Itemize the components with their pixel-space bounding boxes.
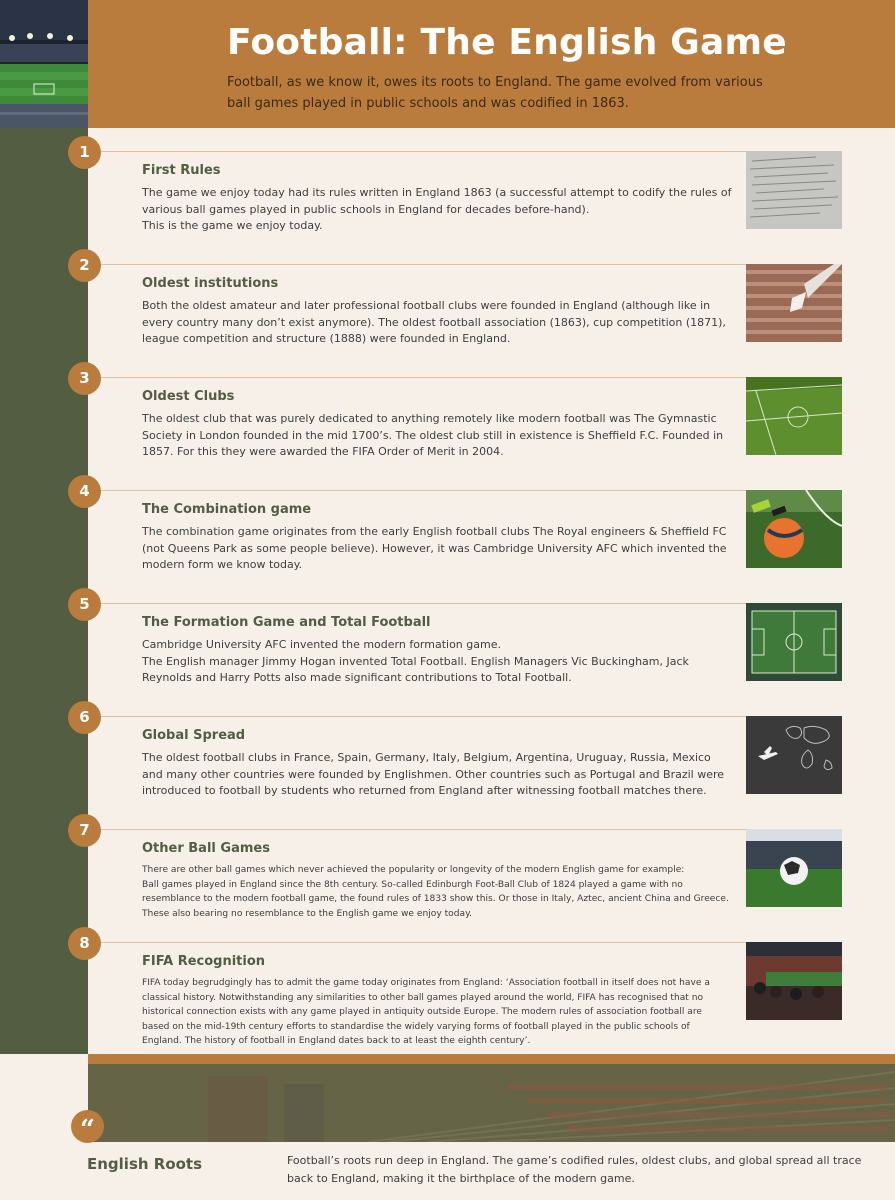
list-item [0, 128, 895, 241]
header-banner [0, 0, 895, 128]
step-number-badge: 5 [68, 588, 101, 621]
item-body: Both the oldest amateur and later professional football clubs were founded in England (although like in every country many don’t exist anymore). The oldest football association (1863), cup competition (1871), league competition and structure (1888) were founded in England. [142, 299, 726, 345]
page-title: Football: The English Game [227, 22, 787, 63]
list-item [0, 693, 895, 806]
step-number-badge: 7 [68, 814, 101, 847]
stadium-seats-photo [746, 264, 842, 342]
ball-in-stadium-photo [746, 829, 842, 907]
divider [86, 264, 746, 265]
item-heading: The Combination game [142, 502, 312, 517]
footer-text: Football’s roots run deep in England. The game’s codified rules, oldest clubs, and global spread all trace back to England, making it the birthplace of the modern game. [287, 1154, 862, 1185]
item-body: The oldest club that was purely dedicated to anything remotely like modern football was The Gymnastic Society in London founded in the mid 1700’s. The oldest club still in existence is Sheffield F.C. Founded in 1857. For this they were awarded the FIFA Order of Merit in 2004. [142, 412, 724, 458]
stadium-photo [0, 0, 88, 128]
aerial-pitch-photo [746, 603, 842, 681]
footer-heading: English Roots [87, 1155, 203, 1173]
list-item [0, 919, 895, 1046]
divider [86, 377, 746, 378]
divider [86, 151, 746, 152]
accent-bar [88, 1054, 895, 1064]
item-heading: Other Ball Games [142, 841, 270, 856]
divider [86, 490, 746, 491]
divider [86, 716, 746, 717]
step-number-badge: 1 [68, 136, 101, 169]
item-heading: Oldest Clubs [142, 389, 235, 404]
item-body: The combination game originates from the early English football clubs The Royal engineers & Sheffield FC (not Queens Park as some people believe). However, it was Cambridge University AFC which invented the modern form we know today. [142, 525, 727, 571]
football-on-grass-photo [746, 490, 842, 568]
football-pitch-photo [746, 377, 842, 455]
item-heading: Oldest institutions [142, 276, 279, 291]
item-body: The oldest football clubs in France, Spain, Germany, Italy, Belgium, Argentina, Uruguay, Russia, Mexico and many other countries were founded by Englishmen. Other countries such as Portugal and Brazil were introduced to football by students who returned from England after witnessing football matches there. [142, 751, 725, 797]
step-number-badge: 6 [68, 701, 101, 734]
item-heading: The Formation Game and Total Football [142, 615, 431, 630]
item-heading: First Rules [142, 163, 221, 178]
list-item [0, 467, 895, 580]
handwritten-document-photo [746, 151, 842, 229]
divider [86, 942, 746, 943]
item-heading: Global Spread [142, 728, 246, 743]
crowd-photo [746, 942, 842, 1020]
world-map-chalkboard-photo [746, 716, 842, 794]
divider [86, 603, 746, 604]
step-number-badge: 8 [68, 927, 101, 960]
item-body: There are other ball games which never achieved the popularity or longevity of the modern English game for example: Ball games played in England since the 8th century. So-called Edinburgh Foot-Ball Club of 1824 played a game with no resemblance to the modern football game, the found rules of 1833 show this. Or those in Italy, Aztec, ancient China and Greece. These also bearing no resemblance to the English game we enjoy today. [142, 865, 729, 919]
quote-icon: “ [71, 1110, 104, 1143]
list-item [0, 580, 895, 693]
empty-stadium-photo [88, 1064, 895, 1142]
step-number-badge: 4 [68, 475, 101, 508]
list-item [0, 354, 895, 467]
item-body: FIFA today begrudgingly has to admit the game today originates from England: ‘Association football in itself does not have a classical history. Notwithstanding any similarities to other ball games played around the world, FIFA has recognised that no historical connection exists with any game played in antiquity outside Europe. The modern rules of association football are based on the mid-19th century efforts to standardise the widely varying forms of football played in the public schools of England. The history of football in England dates back to at least the eighth century’. [142, 978, 710, 1046]
divider [86, 829, 746, 830]
item-body: Cambridge University AFC invented the modern formation game. The English manager Jimmy Hogan invented Total Football. English Managers Vic Buckingham, Jack Reynolds and Harry Potts also made significant contributions to Total Football. [142, 638, 689, 684]
page-subtitle: Football, as we know it, owes its roots to England. The game evolved from various ball games played in public schools and was codified in 1863. [227, 75, 763, 111]
step-number-badge: 2 [68, 249, 101, 282]
list-item [0, 241, 895, 354]
item-heading: FIFA Recognition [142, 954, 266, 969]
item-body: The game we enjoy today had its rules written in England 1863 (a successful attempt to codify the rules of various ball games played in public schools in England for decades before-hand). This is the game we enjoy today. [142, 186, 732, 232]
step-number-badge: 3 [68, 362, 101, 395]
list-item [0, 806, 895, 919]
